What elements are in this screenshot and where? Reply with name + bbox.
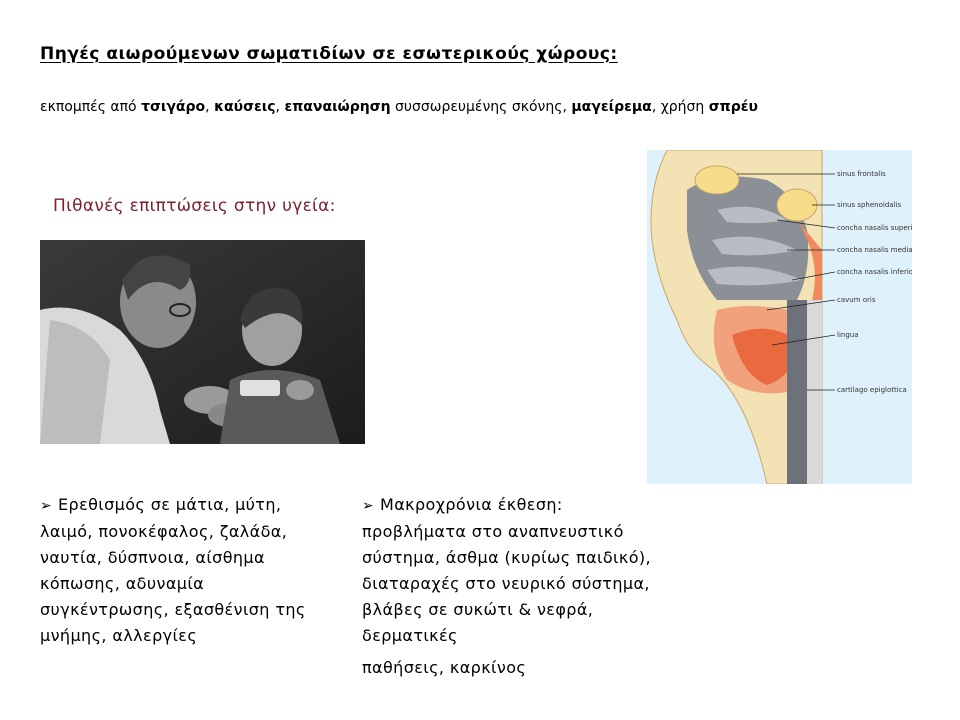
arrow-bullet-icon: ➢ <box>362 498 375 514</box>
short-term-effects-text: Ερεθισμός σε μάτια, μύτη, λαιμό, πονοκέφαλος, ζαλάδα, ναυτία, δύσπνοια, αίσθημα κόπωσης, αδυναμία συγκέντρωσης, εξασθένιση της μνήμης, αλλεργίες <box>40 495 306 645</box>
nasal-anatomy-diagram <box>647 150 912 484</box>
source-resuspension: επαναιώρηση <box>284 99 391 115</box>
sources-line: εκπομπές από τσιγάρο, καύσεις, επαναιώρηση συσσωρευμένης σκόνης, μαγείρεμα, χρήση σπρέυ <box>40 99 759 115</box>
label-sinus-sphenoidalis: sinus sphenoidalis <box>837 201 902 209</box>
sources-prefix: εκπομπές από <box>40 99 142 115</box>
label-lingua: lingua <box>837 331 859 339</box>
short-term-effects <box>40 492 330 649</box>
label-concha-media: concha nasalis media <box>837 246 912 254</box>
source-cooking: μαγείρεμα <box>571 99 652 115</box>
long-term-effects-last-line: παθήσεις, καρκίνος <box>362 658 527 677</box>
slide-title: Πηγές αιωρούμενων σωματιδίων σε εσωτερικούς χώρους: <box>40 44 618 64</box>
source-spray: σπρέυ <box>708 99 759 115</box>
label-concha-superior: concha nasalis superior <box>837 224 912 232</box>
doctor-child-illustration <box>40 240 365 444</box>
health-effects-heading: Πιθανές επιπτώσεις στην υγεία: <box>53 196 336 216</box>
doctor-child-photo <box>40 240 365 444</box>
arrow-bullet-icon: ➢ <box>40 498 53 514</box>
anatomy-illustration <box>647 150 912 484</box>
label-cartilago-epiglottica: cartilago epiglottica <box>837 386 907 394</box>
label-concha-inferior: concha nasalis inferior <box>837 268 912 276</box>
source-cigarette: τσιγάρο <box>141 99 206 115</box>
label-cavum-oris: cavum oris <box>837 296 876 304</box>
long-term-effects-text: Μακροχρόνια έκθεση: προβλήματα στο αναπνευστικό σύστημα, άσθμα (κυρίως παιδικό), διαταραχές στο νευρικό σύστημα, βλάβες σε συκώτι & νεφρά, δερματικές <box>362 495 652 645</box>
source-combustion: καύσεις <box>214 99 276 115</box>
long-term-effects <box>362 492 662 681</box>
label-sinus-frontalis: sinus frontalis <box>837 170 886 178</box>
